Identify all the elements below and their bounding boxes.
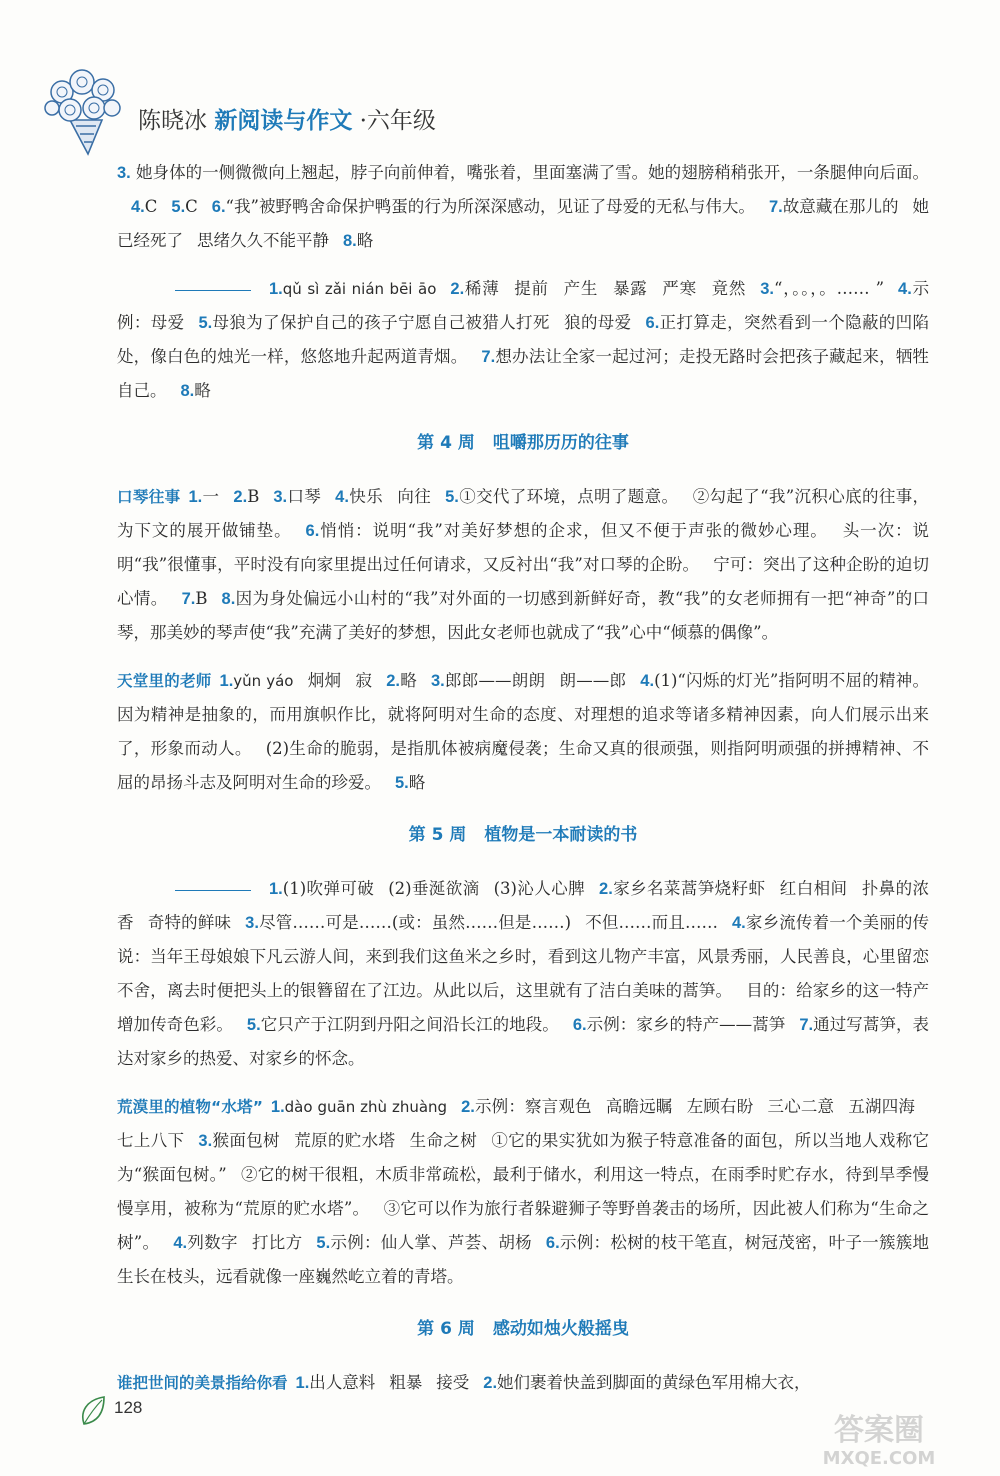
answer-paragraph: 荒漠里的植物“水塔” 1.dào guān zhù zhuàng 2.示例：察言观色 高瞻远瞩 左顾右盼 三心二意 五湖四海七上八下 3.猴面包树 荒原的贮水塔 生命之树 ①它的果实犹如为猴子特意准备的面包，所以当地人戏称它为“猴面包树。” ②它的树干很粗，木质非常疏松，最利于储水，利用这一特点，在雨季时贮存水，待到旱季慢慢享用，被称为“荒原的贮水塔”。 ③它可以作为旅行者躲避狮子等野兽袭击的场所，因此被人们称为“生命之树”。 4.列数字 打比方 5.示例：仙人掌、芦荟、胡杨 6.示例：松树的枝干笔直，树冠茂密，叶子一簇簇地生长在枝头，远看就像一座巍然屹立着的青塔。 <box>117 1097 930 1286</box>
book-title <box>138 102 436 135</box>
blank-line <box>175 289 251 291</box>
week-title: 咀嚼那历历的往事 <box>492 433 629 453</box>
page-number: 128 <box>114 1398 143 1417</box>
flower-bouquet-icon <box>40 62 130 158</box>
watermark-logo <box>794 1404 964 1470</box>
book-grade: ·六年级 <box>359 108 436 134</box>
answer-paragraph: 口琴往事 1.一 2.B 3.口琴 4.快乐 向往 5.①交代了环境，点明了题意。 ②勾起了“我”沉积心底的往事，为下文的展开做铺垫。 6.悄悄：说明“我”对美好梦想的企求，但又不便于声张的微妙心理。 头一次：说明“我”很懂事，平时没有向家里提出过任何请求，又反衬出“我”对口琴的企盼。 宁可：突出了这种企盼的迫切心情。 7.B 8.因为身处偏远小山村的“我”对外面的一切感到新鲜好奇，教“我”的女老师拥有一把“神奇”的口琴，那美妙的琴声使“我”充满了美好的梦想，因此女老师也就成了“我”心中“倾慕的偶像”。 <box>117 487 930 642</box>
section-tag: 口琴往事 <box>117 488 181 506</box>
watermark-url: MXQE.COM <box>822 1448 936 1469</box>
page-header <box>40 62 500 162</box>
answer-paragraph: 1.qǔ sì zǎi nián bēi āo 2.稀薄 提前 产生 暴露 严寒 竟然 3.“，。。，。…… ” 4.示例：母爱 5.母狼为了保护自己的孩子宁愿自己被猎人打死 狼的母爱 6.正打算走，突然看到一个隐蔽的凹陷处，像白色的烛光一样，悠悠地升起两道青烟。 7.想办法让全家一起过河；走投无路时会把孩子藏起来，牺牲自己。 8.略 <box>117 279 930 400</box>
week-heading <box>117 818 929 852</box>
section-tag: 荒漠里的植物“水塔” <box>117 1098 263 1116</box>
week-title: 植物是一本耐读的书 <box>484 825 638 845</box>
week-label: 第 4 周 <box>417 433 475 453</box>
week-title: 感动如烛火般摇曳 <box>492 1319 629 1339</box>
answer-paragraph: 谁把世间的美景指给你看 1.出人意料 粗暴 接受 2.她们裹着快盖到脚面的黄绿色军用棉大衣， <box>117 1373 811 1392</box>
section-tag: 天堂里的老师 <box>117 672 212 690</box>
answer-paragraph: 3. 她身体的一侧微微向上翘起，脖子向前伸着，嘴张着，里面塞满了雪。她的翅膀稍稍张开，一条腿伸向后面。4.C 5.C 6.“我”被野鸭舍命保护鸭蛋的行为所深深感动，见证了母爱的无私与伟大。 7.故意藏在那儿的 她已经死了 思绪久久不能平静 8.略 <box>117 163 929 250</box>
week-heading <box>117 1312 929 1346</box>
answer-paragraph: 天堂里的老师 1.yǔn yáo 炯炯 寂 2.略 3.郎郎——朗朗 朗——郎 4.(1)“闪烁的灯光”指阿明不屈的精神。因为精神是抽象的，而用旗帜作比，就将阿明对生命的态度、对理想的追求等诸多精神因素，向人们展示出来了，形象而动人。 (2)生命的脆弱，是指肌体被病魔侵袭；生命又真的很顽强，则指阿明顽强的拼搏精神、不屈的昂扬斗志及阿明对生命的珍爱。 5.略 <box>117 671 930 792</box>
section-tag: 谁把世间的美景指给你看 <box>117 1374 288 1392</box>
week-label: 第 5 周 <box>408 825 467 845</box>
watermark-text: 答案圈 <box>834 1413 924 1448</box>
book-author: 陈晓冰 <box>138 108 207 134</box>
book-series: 新阅读与作文 <box>214 107 353 134</box>
week-label: 第 6 周 <box>417 1319 475 1339</box>
blank-line <box>175 889 251 891</box>
answer-content <box>117 156 929 1400</box>
week-heading <box>117 426 929 460</box>
leaf-icon <box>78 1394 108 1428</box>
answer-paragraph: 1.(1)吹弹可破 (2)垂涎欲滴 (3)沁人心脾 2.家乡名菜蒿笋烧籽虾 红白相间 扑鼻的浓香 奇特的鲜味 3.尽管……可是……(或：虽然……但是……) 不但……而且…… 4.家乡流传着一个美丽的传说：当年王母娘娘下凡云游人间，来到我们这鱼米之乡时，看到这儿物产丰富，风景秀丽，人民善良，心里留恋不舍，离去时便把头上的银簪留在了江边。从此以后，这里就有了洁白美味的蒿笋。 目的：给家乡的这一特产增加传奇色彩。 5.它只产于江阴到丹阳之间沿长江的地段。 6.示例：家乡的特产——蒿笋 7.通过写蒿笋，表达对家乡的热爱、对家乡的怀念。 <box>117 879 930 1068</box>
